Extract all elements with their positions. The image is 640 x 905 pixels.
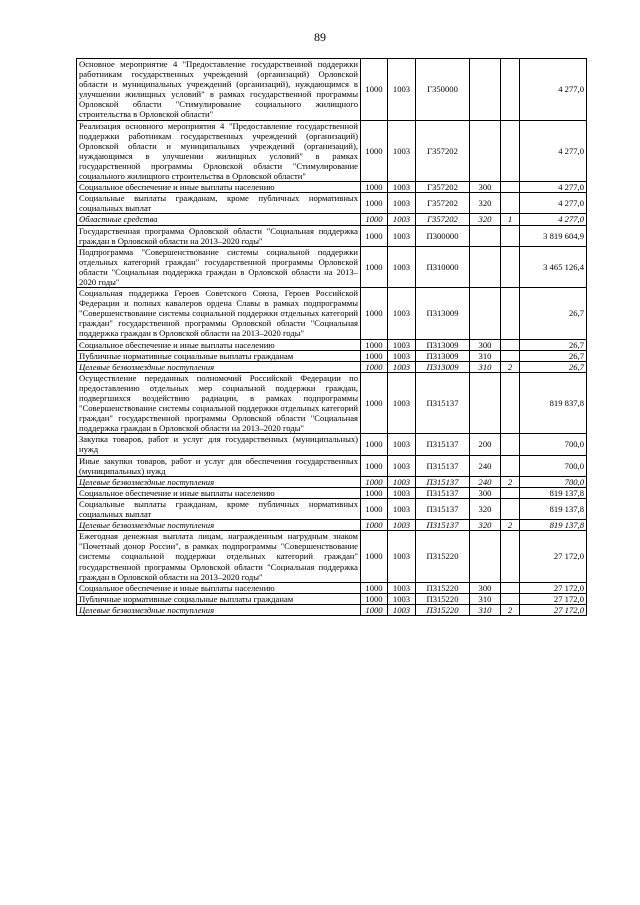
table-row <box>77 476 587 487</box>
expense-type-cell: 320 <box>470 214 501 225</box>
subsection-code-cell: 1003 <box>388 531 416 582</box>
row-name-cell: Государственная программа Орловской области "Социальная поддержка граждан в Орловской области на 2013–2020 годы" <box>77 225 361 246</box>
expense-type-cell <box>470 120 501 182</box>
table-row <box>77 531 587 582</box>
amount-cell: 26,7 <box>520 288 587 339</box>
table-row <box>77 604 587 615</box>
amount-cell: 27 172,0 <box>520 604 587 615</box>
expense-type-cell: 310 <box>470 593 501 604</box>
section-code-cell: 1000 <box>361 246 388 287</box>
funding-source-cell <box>501 582 520 593</box>
section-code-cell: 1000 <box>361 487 388 498</box>
subsection-code-cell: 1003 <box>388 120 416 182</box>
row-name-cell: Социальное обеспечение и иные выплаты населению <box>77 582 361 593</box>
row-name-cell: Целевые безвозмездные поступления <box>77 520 361 531</box>
target-article-cell: П313009 <box>416 350 470 361</box>
table-row <box>77 288 587 339</box>
amount-cell: 819 137,8 <box>520 487 587 498</box>
table-row <box>77 361 587 372</box>
expense-type-cell: 300 <box>470 339 501 350</box>
funding-source-cell <box>501 372 520 434</box>
subsection-code-cell: 1003 <box>388 246 416 287</box>
row-name-cell: Социальные выплаты гражданам, кроме публичных нормативных социальных выплат <box>77 498 361 519</box>
expense-type-cell: 310 <box>470 361 501 372</box>
subsection-code-cell: 1003 <box>388 361 416 372</box>
section-code-cell: 1000 <box>361 520 388 531</box>
section-code-cell: 1000 <box>361 120 388 182</box>
expense-type-cell: 300 <box>470 582 501 593</box>
amount-cell: 4 277,0 <box>520 214 587 225</box>
amount-cell: 27 172,0 <box>520 531 587 582</box>
table-row <box>77 339 587 350</box>
section-code-cell: 1000 <box>361 455 388 476</box>
expense-type-cell: 310 <box>470 350 501 361</box>
target-article-cell: П315137 <box>416 476 470 487</box>
section-code-cell: 1000 <box>361 59 388 121</box>
amount-cell: 819 837,8 <box>520 372 587 434</box>
target-article-cell: П315137 <box>416 434 470 455</box>
expense-type-cell: 300 <box>470 182 501 193</box>
amount-cell: 4 277,0 <box>520 193 587 214</box>
funding-source-cell <box>501 288 520 339</box>
funding-source-cell <box>501 350 520 361</box>
amount-cell: 700,0 <box>520 476 587 487</box>
section-code-cell: 1000 <box>361 434 388 455</box>
amount-cell: 3 465 126,4 <box>520 246 587 287</box>
target-article-cell: П315220 <box>416 593 470 604</box>
funding-source-cell <box>501 455 520 476</box>
target-article-cell: П313009 <box>416 288 470 339</box>
subsection-code-cell: 1003 <box>388 214 416 225</box>
funding-source-cell <box>501 487 520 498</box>
funding-source-cell <box>501 59 520 121</box>
subsection-code-cell: 1003 <box>388 193 416 214</box>
table-row <box>77 350 587 361</box>
expense-type-cell <box>470 246 501 287</box>
funding-source-cell <box>501 593 520 604</box>
table-row <box>77 434 587 455</box>
section-code-cell: 1000 <box>361 193 388 214</box>
subsection-code-cell: 1003 <box>388 487 416 498</box>
row-name-cell: Публичные нормативные социальные выплаты гражданам <box>77 350 361 361</box>
amount-cell: 819 137,8 <box>520 520 587 531</box>
target-article-cell: Г357202 <box>416 182 470 193</box>
subsection-code-cell: 1003 <box>388 593 416 604</box>
subsection-code-cell: 1003 <box>388 520 416 531</box>
amount-cell: 3 819 604,9 <box>520 225 587 246</box>
row-name-cell: Социальная поддержка Героев Советского Союза, Героев Российской Федерации и полных кавалеров ордена Славы в рамках подпрограммы "Совершенствование системы социальной поддержки отдельных категорий граждан" государственной программы Орловской области "Социальная поддержка граждан в Орловской области на 2013–2020 годы" <box>77 288 361 339</box>
funding-source-cell: 1 <box>501 214 520 225</box>
row-name-cell: Целевые безвозмездные поступления <box>77 604 361 615</box>
subsection-code-cell: 1003 <box>388 498 416 519</box>
funding-source-cell: 2 <box>501 604 520 615</box>
section-code-cell: 1000 <box>361 339 388 350</box>
section-code-cell: 1000 <box>361 531 388 582</box>
section-code-cell: 1000 <box>361 582 388 593</box>
funding-source-cell <box>501 531 520 582</box>
section-code-cell: 1000 <box>361 182 388 193</box>
row-name-cell: Закупка товаров, работ и услуг для государственных (муниципальных) нужд <box>77 434 361 455</box>
funding-source-cell <box>501 339 520 350</box>
subsection-code-cell: 1003 <box>388 582 416 593</box>
funding-source-cell: 2 <box>501 520 520 531</box>
target-article-cell: П313009 <box>416 339 470 350</box>
subsection-code-cell: 1003 <box>388 288 416 339</box>
subsection-code-cell: 1003 <box>388 434 416 455</box>
table-row <box>77 59 587 121</box>
subsection-code-cell: 1003 <box>388 350 416 361</box>
row-name-cell: Социальные выплаты гражданам, кроме публичных нормативных социальных выплат <box>77 193 361 214</box>
subsection-code-cell: 1003 <box>388 455 416 476</box>
target-article-cell: П315137 <box>416 498 470 519</box>
expense-type-cell: 310 <box>470 604 501 615</box>
funding-source-cell: 2 <box>501 476 520 487</box>
row-name-cell: Основное мероприятие 4 "Предоставление государственной поддержки работникам государственных учреждений (организаций) Орловской области и муниципальных учреждений (организаций), нуждающимся в улучшении жилищных условий" в рамках государственной программы Орловской области "Стимулирование социального жилищного строительства в Орловской области" <box>77 59 361 121</box>
expense-type-cell: 240 <box>470 455 501 476</box>
expense-type-cell <box>470 225 501 246</box>
target-article-cell: Г350000 <box>416 59 470 121</box>
expense-type-cell: 320 <box>470 520 501 531</box>
table-row <box>77 120 587 182</box>
row-name-cell: Областные средства <box>77 214 361 225</box>
table-row <box>77 372 587 434</box>
expense-type-cell <box>470 288 501 339</box>
row-name-cell: Целевые безвозмездные поступления <box>77 476 361 487</box>
row-name-cell: Социальное обеспечение и иные выплаты населению <box>77 487 361 498</box>
section-code-cell: 1000 <box>361 604 388 615</box>
amount-cell: 27 172,0 <box>520 593 587 604</box>
amount-cell: 26,7 <box>520 361 587 372</box>
amount-cell: 700,0 <box>520 455 587 476</box>
subsection-code-cell: 1003 <box>388 604 416 615</box>
target-article-cell: П315220 <box>416 604 470 615</box>
target-article-cell: П313009 <box>416 361 470 372</box>
expense-type-cell <box>470 59 501 121</box>
target-article-cell: П300000 <box>416 225 470 246</box>
target-article-cell: П315220 <box>416 582 470 593</box>
section-code-cell: 1000 <box>361 498 388 519</box>
amount-cell: 27 172,0 <box>520 582 587 593</box>
target-article-cell: П315137 <box>416 455 470 476</box>
section-code-cell: 1000 <box>361 361 388 372</box>
row-name-cell: Социальное обеспечение и иные выплаты населению <box>77 182 361 193</box>
table-row <box>77 193 587 214</box>
amount-cell: 26,7 <box>520 339 587 350</box>
table-row <box>77 520 587 531</box>
table-row <box>77 487 587 498</box>
budget-table-body <box>77 59 587 616</box>
target-article-cell: П310000 <box>416 246 470 287</box>
expense-type-cell: 320 <box>470 498 501 519</box>
table-row <box>77 582 587 593</box>
amount-cell: 4 277,0 <box>520 182 587 193</box>
funding-source-cell <box>501 246 520 287</box>
row-name-cell: Публичные нормативные социальные выплаты гражданам <box>77 593 361 604</box>
expense-type-cell: 300 <box>470 487 501 498</box>
subsection-code-cell: 1003 <box>388 339 416 350</box>
amount-cell: 26,7 <box>520 350 587 361</box>
target-article-cell: П315137 <box>416 372 470 434</box>
table-row <box>77 593 587 604</box>
subsection-code-cell: 1003 <box>388 372 416 434</box>
funding-source-cell <box>501 120 520 182</box>
expense-type-cell: 200 <box>470 434 501 455</box>
target-article-cell: П315137 <box>416 487 470 498</box>
row-name-cell: Иные закупки товаров, работ и услуг для обеспечения государственных (муниципальных) нужд <box>77 455 361 476</box>
target-article-cell: Г357202 <box>416 193 470 214</box>
subsection-code-cell: 1003 <box>388 476 416 487</box>
funding-source-cell <box>501 498 520 519</box>
section-code-cell: 1000 <box>361 372 388 434</box>
expense-type-cell: 240 <box>470 476 501 487</box>
row-name-cell: Подпрограмма "Совершенствование системы социальной поддержки отдельных категорий граждан" государственной программы Орловской области "Социальная поддержка граждан в Орловской области на 2013–2020 годы" <box>77 246 361 287</box>
target-article-cell: Г357202 <box>416 214 470 225</box>
target-article-cell: П315137 <box>416 520 470 531</box>
page-number: 89 <box>314 30 326 44</box>
table-row <box>77 246 587 287</box>
row-name-cell: Целевые безвозмездные поступления <box>77 361 361 372</box>
table-row <box>77 225 587 246</box>
expense-type-cell: 320 <box>470 193 501 214</box>
funding-source-cell: 2 <box>501 361 520 372</box>
row-name-cell: Реализация основного мероприятия 4 "Предоставление государственной поддержки работникам государственных учреждений (организаций) Орловской области и муниципальных учреждений (организаций), нуждающимся в улучшении жилищных условий" в рамках государственной программы Орловской области "Стимулирование социального жилищного строительства в Орловской области" <box>77 120 361 182</box>
amount-cell: 4 277,0 <box>520 59 587 121</box>
subsection-code-cell: 1003 <box>388 59 416 121</box>
funding-source-cell <box>501 182 520 193</box>
section-code-cell: 1000 <box>361 225 388 246</box>
budget-table <box>76 58 587 616</box>
funding-source-cell <box>501 225 520 246</box>
funding-source-cell <box>501 434 520 455</box>
row-name-cell: Социальное обеспечение и иные выплаты населению <box>77 339 361 350</box>
funding-source-cell <box>501 193 520 214</box>
subsection-code-cell: 1003 <box>388 182 416 193</box>
expense-type-cell <box>470 531 501 582</box>
subsection-code-cell: 1003 <box>388 225 416 246</box>
target-article-cell: П315220 <box>416 531 470 582</box>
section-code-cell: 1000 <box>361 288 388 339</box>
table-row <box>77 455 587 476</box>
table-row <box>77 182 587 193</box>
amount-cell: 819 137,8 <box>520 498 587 519</box>
section-code-cell: 1000 <box>361 593 388 604</box>
row-name-cell: Ежегодная денежная выплата лицам, награжденным нагрудным знаком "Почетный донор России", в рамках подпрограммы "Совершенствование системы социальной поддержки отдельных категорий граждан" государственной программы Орловской области "Социальная поддержка граждан в Орловской области на 2013–2020 годы" <box>77 531 361 582</box>
section-code-cell: 1000 <box>361 350 388 361</box>
target-article-cell: Г357202 <box>416 120 470 182</box>
amount-cell: 700,0 <box>520 434 587 455</box>
amount-cell: 4 277,0 <box>520 120 587 182</box>
section-code-cell: 1000 <box>361 476 388 487</box>
row-name-cell: Осуществление переданных полномочий Российской Федерации по предоставлению отдельных мер социальной поддержки граждан, подвергшихся воздействию радиации, в рамках подпрограммы "Совершенствование системы социальной поддержки отдельных категорий граждан" государственной программы Орловской области "Социальная поддержка граждан в Орловской области на 2013–2020 годы" <box>77 372 361 434</box>
expense-type-cell <box>470 372 501 434</box>
table-row <box>77 498 587 519</box>
table-row <box>77 214 587 225</box>
section-code-cell: 1000 <box>361 214 388 225</box>
